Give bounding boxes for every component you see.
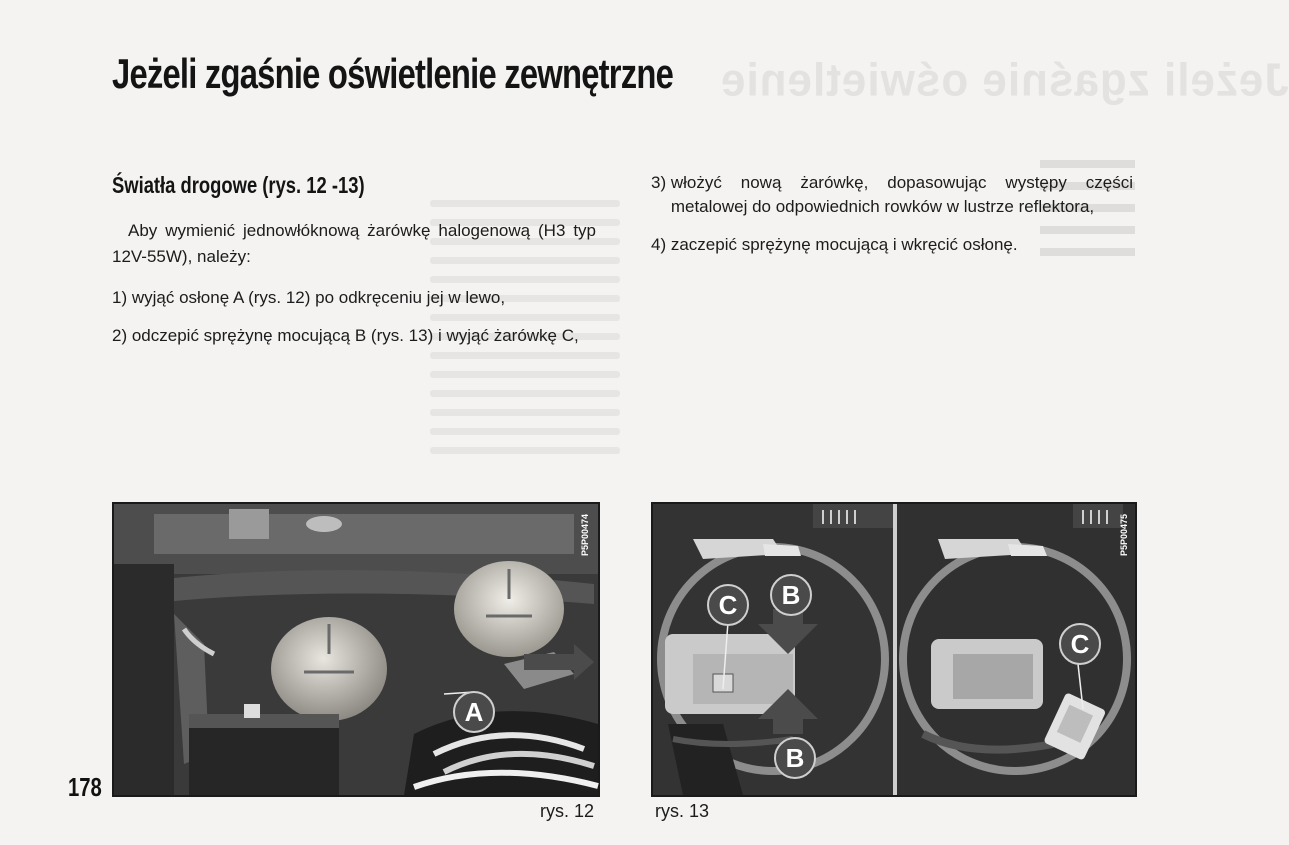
bleed-through-title: Jeżeli zgaśnie oświetlenie xyxy=(720,54,1289,107)
left-column xyxy=(112,218,596,362)
callout-b-bottom xyxy=(775,738,815,778)
step-number: 2) xyxy=(112,326,132,345)
figure-13-caption: rys. 13 xyxy=(655,801,710,821)
right-column xyxy=(651,171,1133,271)
callout-b-bottom-label: B xyxy=(785,743,805,773)
step-text: zaczepić sprężynę mocującą i wkręcić osłonę. xyxy=(670,235,1018,254)
step-text: wyjąć osłonę A (rys. 12) po odkręceniu jej w lewo, xyxy=(131,288,506,307)
figure-12-caption: rys. 12 xyxy=(540,801,595,821)
step-number: 1) xyxy=(112,288,132,307)
step-text: włożyć nową żarówkę, dopasowując występy części metalowej do odpowiednich rowków w lustrze reflektora, xyxy=(670,173,1133,216)
step-number: 4) xyxy=(651,235,671,254)
callout-a xyxy=(454,692,494,732)
list-item xyxy=(112,324,596,348)
callout-c-right xyxy=(1060,624,1100,664)
list-item xyxy=(651,171,1133,219)
callout-c-left-label: C xyxy=(718,590,738,620)
list-item xyxy=(651,233,1133,257)
page-number: 178 xyxy=(68,772,102,802)
figure-13-photo xyxy=(651,502,1137,797)
figure-12-photo xyxy=(112,502,600,797)
figure-12-code: P5P00474 xyxy=(580,514,590,557)
step-text: odczepić sprężynę mocującą B (rys. 13) i wyjąć żarówkę C, xyxy=(131,326,579,345)
callout-b-top xyxy=(771,575,811,615)
step-number: 3) xyxy=(651,173,671,192)
callout-b-top-label: B xyxy=(781,580,801,610)
figure-13-code: P5P00475 xyxy=(1119,514,1129,557)
callout-a-label: A xyxy=(464,697,484,727)
section-heading: Światła drogowe (rys. 12 -13) xyxy=(112,172,365,198)
list-item xyxy=(112,286,596,310)
intro-paragraph: Aby wymienić jednowłóknową żarówkę halogenową (H3 typ 12V-55W), należy: xyxy=(112,221,596,266)
callout-c-right-label: C xyxy=(1070,629,1090,659)
callout-c-left xyxy=(708,585,748,625)
page-title: Jeżeli zgaśnie oświetlenie zewnętrzne xyxy=(112,50,674,97)
